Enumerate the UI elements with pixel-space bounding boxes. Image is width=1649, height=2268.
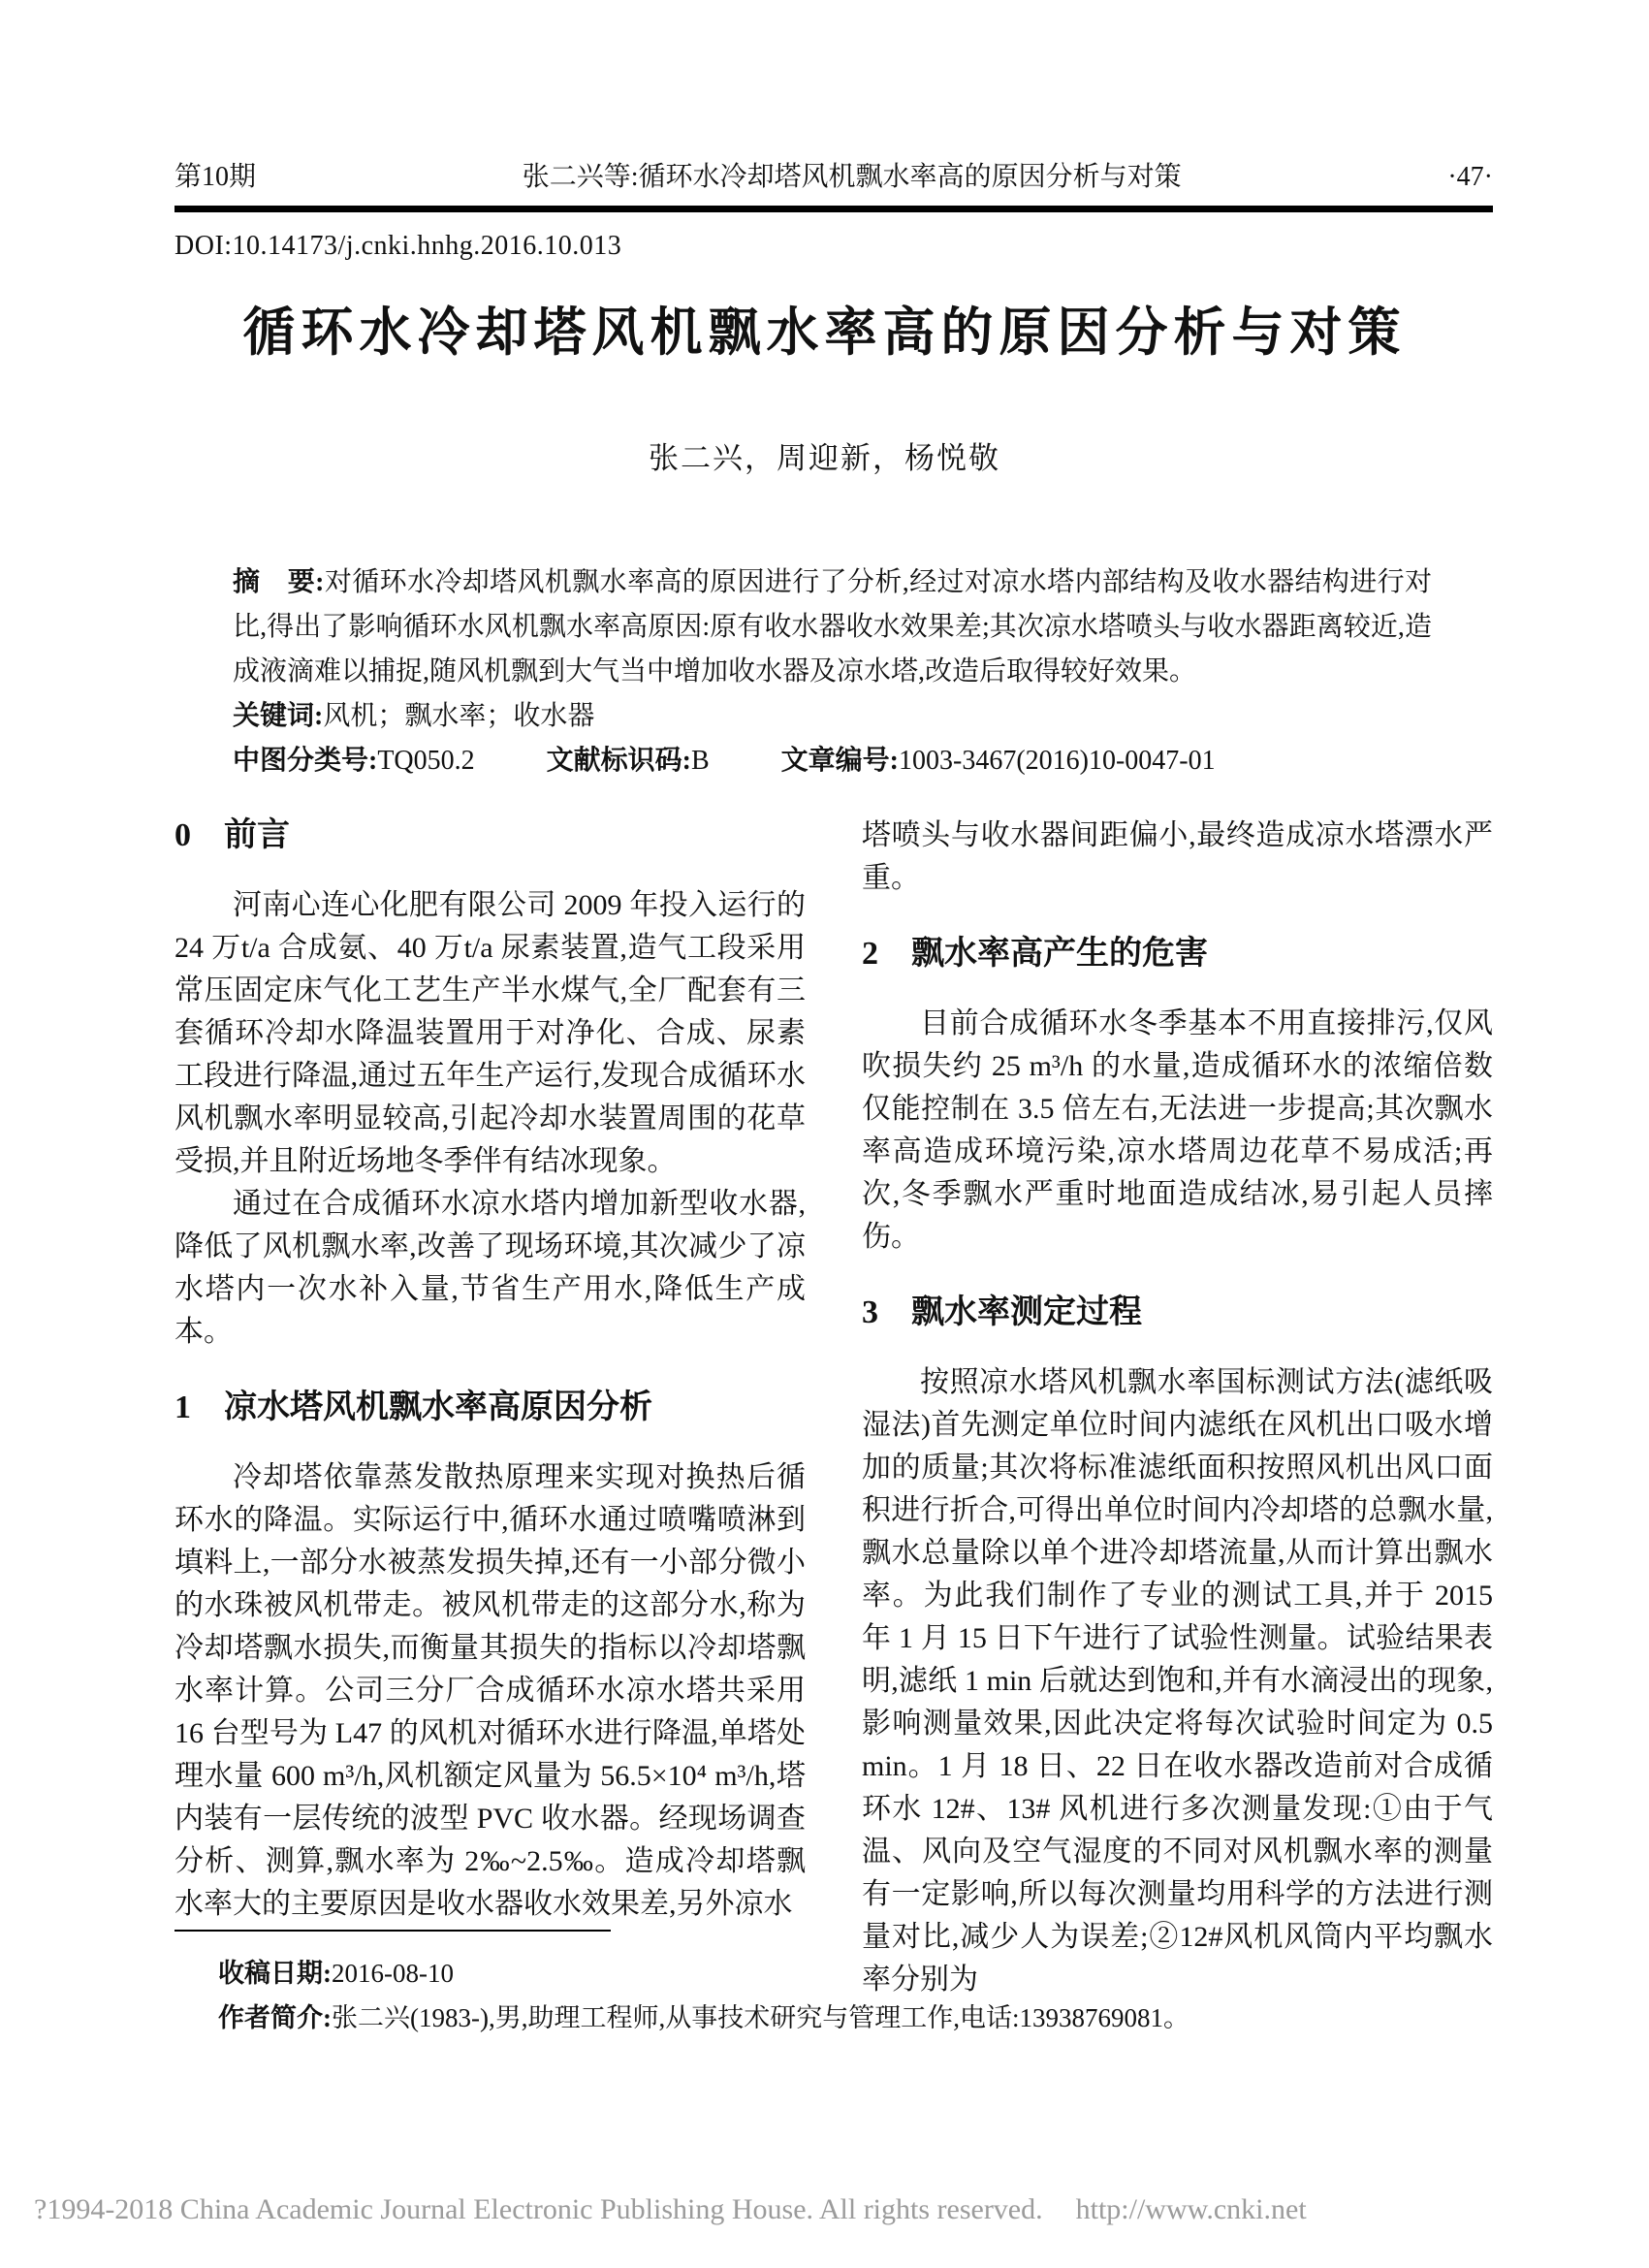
section-number: 2 [862, 936, 878, 972]
section-heading-1 [174, 1387, 806, 1429]
paragraph: 目前合成循环水冬季基本不用直接排污,仅风吹损失约 25 m³/h 的水量,造成循环水的浓缩倍数仅能控制在 3.5 倍左右,无法进一步提高;其次飘水率高造成环境污染,凉水塔周边花草不易成活;再次,冬季飘水严重时地面造成结冰,易引起人员摔伤。 [862, 1007, 1493, 1253]
abstract-label: 摘 要: [233, 567, 325, 597]
copyright-footer [34, 2193, 1624, 2226]
received-date-line: 收稿日期:2016-08-10 [218, 1959, 454, 1988]
footnote [218, 1951, 1498, 2040]
authors-line: 张二兴，周迎新，杨悦敬 [649, 441, 1000, 475]
paragraph: 冷却塔依靠蒸发散热原理来实现对换热后循环水的降温。实际运行中,循环水通过喷嘴喷淋到填料上,一部分水被蒸发损失掉,还有一小部分微小的水珠被风机带走。被风机带走的这部分水,称为冷却塔飘水损失,而衡量其损失的指标以冷却塔飘水率计算。公司三分厂合成循环水凉水塔共采用 16 台型号为 L47 的风机对循环水进行降温,单塔处理水量 600 m³/h,风机额定风量为 56.5×10⁴ m³/h,塔内装有一层传统的波型 PVC 收水器。经现场调查分析、测算,飘水率为 2‰~2.5‰。造成冷却塔飘水率大的主要原因是收水器收水效果差,另外凉水 [174, 1461, 806, 1920]
keywords [233, 694, 1432, 739]
copyright-text: ?1994-2018 China Academic Journal Electronic Publishing House. All rights reserved. [34, 2193, 1043, 2225]
article-meta [233, 560, 1432, 783]
clc-number: 中图分类号:TQ050.2 [233, 746, 475, 776]
header-running-title: 张二兴等:循环水冷却塔风机飘水率高的原因分析与对策 [522, 162, 1182, 192]
section-title: 前言 [224, 817, 290, 853]
body-columns [174, 815, 1493, 2001]
article-id: 文章编号:1003-3467(2016)10-0047-01 [780, 746, 1216, 776]
section-number: 0 [174, 817, 191, 853]
section-heading-2 [862, 933, 1493, 975]
paragraph: 河南心连心化肥有限公司 2009 年投入运行的 24 万t/a 合成氨、40 万t/a 尿素装置,造气工段采用常压固定床气化工艺生产半水煤气,全厂配套有三套循环冷却水降温装置用于对净化、合成、尿素工段进行降温,通过五年生产运行,发现合成循环水风机飘水率明显较高,引起冷却水装置周围的花草受损,并且附近场地冬季伴有结冰现象。 [174, 889, 806, 1177]
header-rule [174, 206, 1493, 212]
header-page-number: ·47· [1447, 162, 1493, 192]
paragraph: 通过在合成循环水凉水塔内增加新型收水器,降低了风机飘水率,改善了现场环境,其次减少了凉水塔内一次水补入量,节省生产用水,降低生产成本。 [174, 1188, 806, 1348]
doi-line: DOI:10.14173/j.cnki.hnhg.2016.10.013 [174, 231, 622, 261]
left-column [174, 815, 806, 2001]
article-title: 循环水冷却塔风机飘水率高的原因分析与对策 [242, 303, 1407, 362]
right-column [862, 815, 1493, 2001]
abstract-text: 对循环水冷却塔风机飘水率高的原因进行了分析,经过对凉水塔内部结构及收水器结构进行对比,得出了影响循环水风机飘水率高原因:原有收水器收水效果差;其次凉水塔喷头与收水器距离较近,造成液滴难以捕捉,随风机飘到大气当中增加收水器及凉水塔,改造后取得较好效果。 [233, 567, 1432, 687]
abstract [233, 560, 1432, 694]
section-heading-0 [174, 815, 806, 857]
section-title: 飘水率测定过程 [911, 1294, 1142, 1330]
section-title: 飘水率高产生的危害 [911, 936, 1208, 972]
section-number: 3 [862, 1294, 878, 1330]
running-header [174, 155, 1493, 194]
author-bio-line: 作者简介:张二兴(1983-),男,助理工程师,从事技术研究与管理工作,电话:13938769081。 [218, 2003, 1189, 2032]
section-heading-3 [862, 1292, 1493, 1334]
section-title: 凉水塔风机飘水率高原因分析 [224, 1390, 652, 1425]
paragraph: 按照凉水塔风机飘水率国标测试方法(滤纸吸湿法)首先测定单位时间内滤纸在风机出口吸水增加的质量;其次将标准滤纸面积按照风机出风口面积进行折合,可得出单位时间内冷却塔的总飘水量,飘水总量除以单个进冷却塔流量,从而计算出飘水率。为此我们制作了专业的测试工具,并于 2015 年 1 月 15 日下午进行了试验性测量。试验结果表明,滤纸 1 min 后就达到饱和,并有水滴浸出的现象,影响测量效果,因此决定将每次试验时间定为 0.5 min。1 月 18 日、22 日在收水器改造前对合成循环水 12#、13# 风机进行多次测量发现:①由于气温、风向及空气湿度的不同对风机飘水率的测量有一定影响,所以每次测量均用科学的方法进行测量对比,减少人为误差;②12#风机风筒内平均飘水率分别为 [862, 1366, 1493, 1996]
footnote-rule [174, 1930, 611, 1932]
document-code: 文献标识码:B [546, 746, 710, 776]
paragraph-continuation: 塔喷头与收水器间距偏小,最终造成凉水塔漂水严重。 [862, 819, 1493, 894]
keywords-text: 风机；飘水率；收水器 [323, 701, 595, 731]
keywords-label: 关键词: [233, 701, 324, 731]
header-issue: 第10期 [174, 162, 257, 192]
section-number: 1 [174, 1390, 191, 1425]
cnki-url: http://www.cnki.net [1075, 2193, 1307, 2225]
classification-line [233, 739, 1432, 783]
